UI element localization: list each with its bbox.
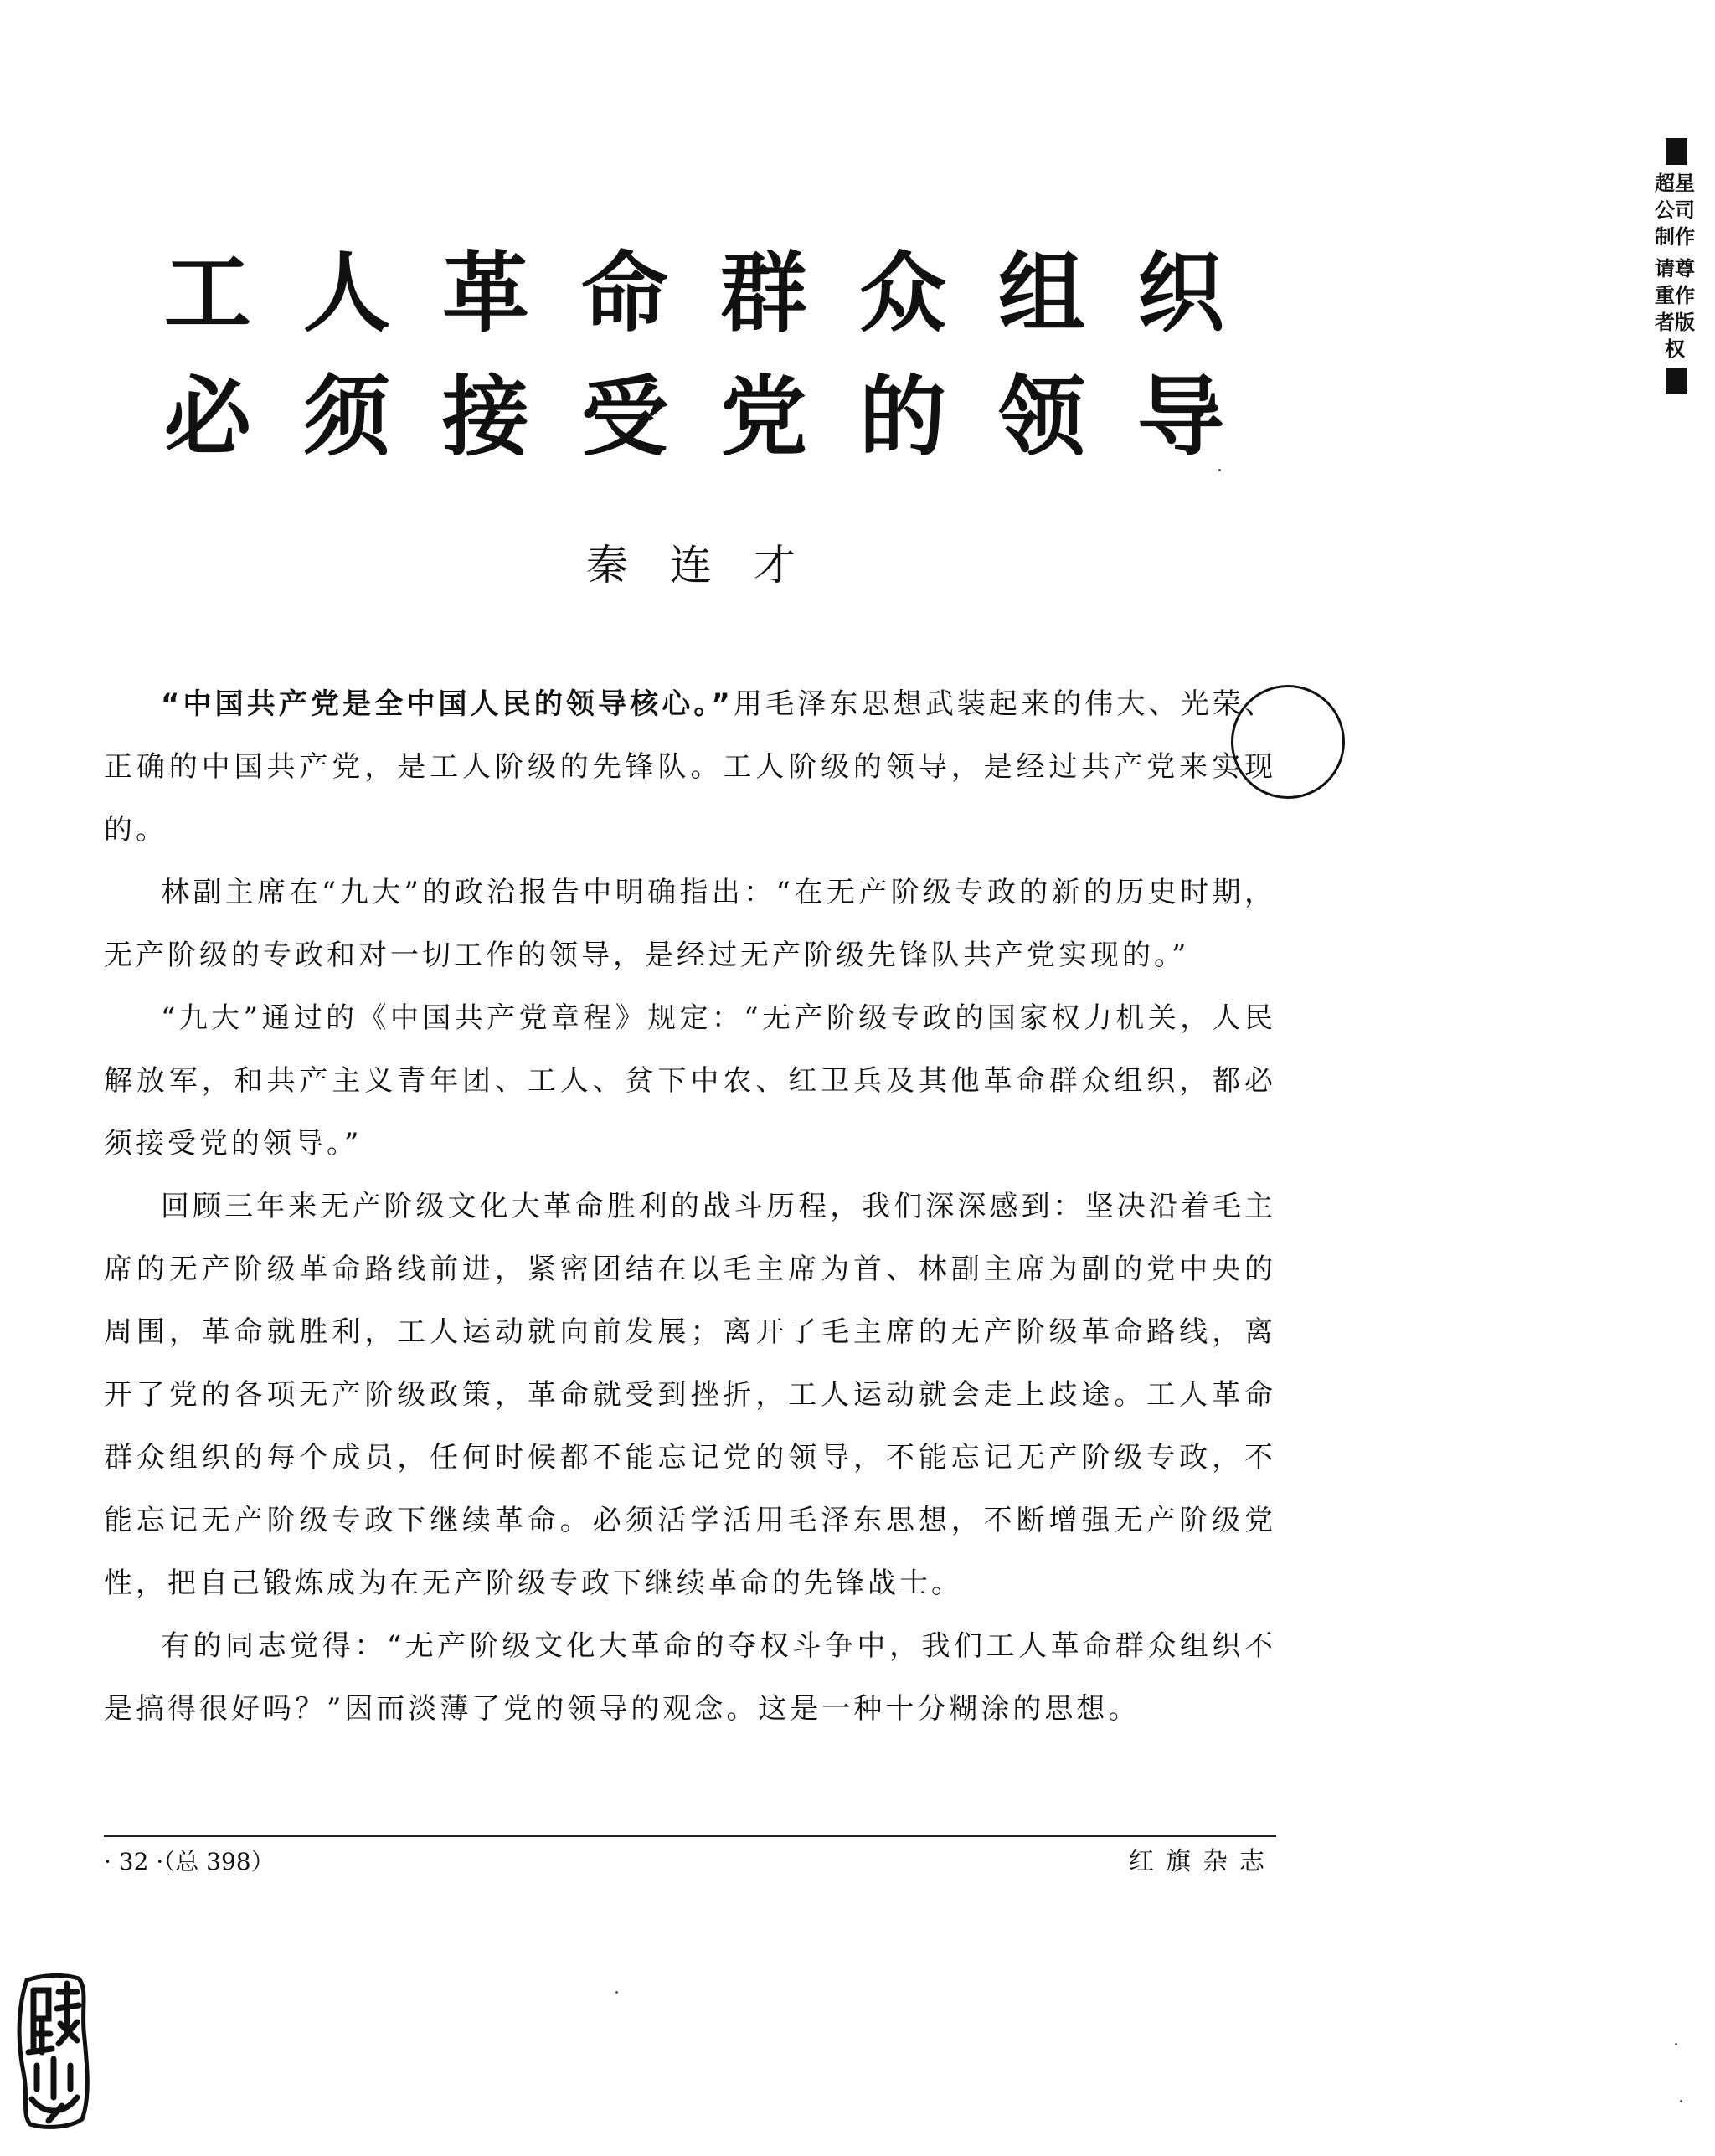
speck (1675, 2043, 1677, 2045)
seal-stamp-icon (12, 1972, 95, 2131)
title-line-2: 必须接受党的领导 (163, 366, 1276, 468)
side-watermark-line-2: 请尊重作者版权 (1655, 257, 1695, 361)
speck (1680, 2100, 1682, 2102)
side-bar-top (1666, 138, 1687, 165)
paragraph-1-text: 用毛泽东思想武装起来的伟大、光荣、正确的中国共产党，是工人阶级的先锋队。工人阶级的领导，是经过共产党来实现的。 (104, 687, 1276, 846)
side-bar-bottom (1666, 368, 1687, 394)
journal-name: 红旗杂志 (1129, 1847, 1276, 1876)
paragraph-4: 回顾三年来无产阶级文化大革命胜利的战斗历程，我们深深感到：坚决沿着毛主席的无产阶级革命路线前进，紧密团结在以毛主席为首、林副主席为副的党中央的周围，革命就胜利，工人运动就向前发展；离开了毛主席的无产阶级革命路线，离开了党的各项无产阶级政策，革命就受到挫折，工人运动就会走上歧途。工人革命群众组织的每个成员，任何时候都不能忘记党的领导，不能忘记无产阶级专政，不能忘记无产阶级专政下继续革命。必须活学活用毛泽东思想，不断增强无产阶级党性，把自己锻炼成为在无产阶级专政下继续革命的先锋战士。 (104, 1190, 1276, 1600)
speck (1218, 469, 1221, 471)
side-watermark-line-1: 超星公司制作 (1655, 172, 1695, 249)
paragraph-1 (104, 673, 1276, 862)
article-body (104, 673, 1276, 1741)
side-watermark (1654, 138, 1704, 394)
paragraph-5: 有的同志觉得：“无产阶级文化大革命的夺权斗争中，我们工人革命群众组织不是搞得很好吗？”因而淡薄了党的领导的观念。这是一种十分糊涂的思想。 (104, 1629, 1276, 1726)
bold-quote: “中国共产党是全中国人民的领导核心。” (161, 687, 734, 721)
seal-stamp-svg (12, 1972, 95, 2131)
footer-rule (104, 1835, 1276, 1837)
paragraph-3: “九大”通过的《中国共产党章程》规定：“无产阶级专政的国家权力机关，人民解放军，和共产主义青年团、工人、贫下中农、红卫兵及其他革命群众组织，都必须接受党的领导。” (104, 1001, 1276, 1160)
paragraph-2: 林副主席在“九大”的政治报告中明确指出：“在无产阶级专政的新的历史时期，无产阶级的专政和对一切工作的领导，是经过无产阶级先锋队共产党实现的。” (104, 876, 1276, 972)
hand-drawn-circle (1231, 685, 1345, 799)
page-number: · 32 ·（总 398） (104, 1848, 275, 1876)
speck (615, 1991, 618, 1994)
author-name: 秦连才 (586, 541, 837, 589)
title-line-1: 工人革命群众组织 (163, 242, 1276, 344)
